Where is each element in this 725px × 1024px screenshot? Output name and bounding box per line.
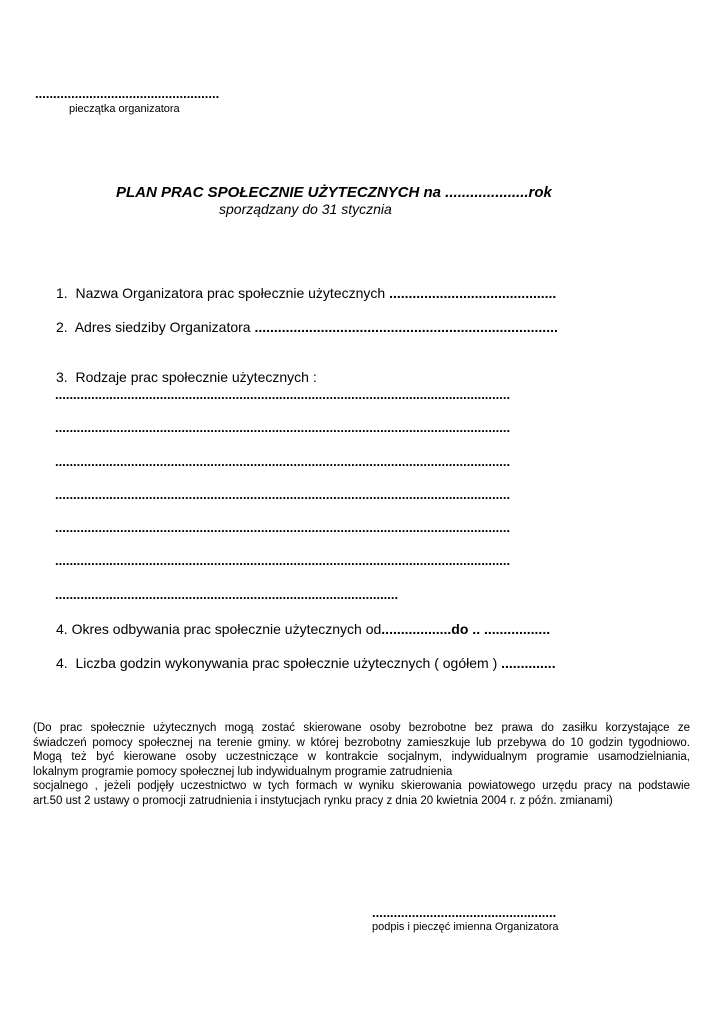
blank-line: .............................................................................................................................. — [55, 420, 511, 435]
item-work-types — [56, 369, 317, 385]
document-subtitle: sporządzany do 31 stycznia — [219, 201, 392, 217]
stamp-dots: ................................................... — [35, 86, 220, 101]
blank-line: .............................................................................................................................. — [55, 454, 511, 469]
item-dots: ..................do .. ................. — [381, 621, 551, 637]
note-line: socjalnego , jeżeli podjęły uczestnictwo w tych formach w wyniku skierowania powiatowego urzędu pracy na podstawie — [33, 780, 690, 792]
note-line: Mogą też być kierowane osoby uczestniczące w kontrakcie socjalnym, indywidualnym programie usamodzielniania, — [33, 751, 690, 763]
item-work-hours — [56, 655, 556, 671]
item-number: 4. — [56, 621, 68, 637]
note-line: (Do prac społecznie użytecznych mogą zostać skierowane osoby bezrobotne bez prawa do zasiłku korzystające ze — [33, 722, 690, 734]
item-dots: .............................................................................. — [254, 319, 558, 335]
blank-line: .............................................................................................................................. — [55, 487, 511, 502]
item-label: Nazwa Organizatora prac społecznie użytecznych — [75, 285, 386, 301]
note-line: art.50 ust 2 ustawy o promocji zatrudnienia i instytucjach rynku pracy z dnia 20 kwietnia 2004 r. z późn. zmianami) — [33, 794, 613, 807]
note-line: lokalnym programie pomocy społecznej lub indywidualnym programie zatrudnienia — [33, 765, 453, 778]
signature-label: podpis i pieczęć imienna Organizatora — [372, 921, 559, 933]
stamp-label: pieczątka organizatora — [69, 103, 180, 115]
document-title: PLAN PRAC SPOŁECZNIE UŻYTECZNYCH na ....................rok — [116, 184, 552, 201]
item-label: Liczba godzin wykonywania prac społecznie użytecznych ( ogółem ) — [75, 655, 498, 671]
blank-line: .............................................................................................................................. — [55, 387, 511, 402]
item-number: 3. — [56, 369, 68, 385]
item-label: Adres siedziby Organizatora — [74, 319, 251, 335]
item-number: 1. — [56, 285, 68, 301]
item-dots: .............. — [501, 655, 556, 671]
item-label: Okres odbywania prac społecznie użytecznych od — [71, 621, 382, 637]
blank-line: .............................................................................................................................. — [55, 553, 511, 568]
item-dots: ........................................... — [389, 285, 557, 301]
blank-line: .............................................................................................................................. — [55, 520, 511, 535]
signature-dots: ................................................... — [372, 905, 557, 920]
item-work-period — [56, 621, 550, 637]
item-organizer-name — [56, 285, 556, 301]
blank-line: ............................................................................................... — [55, 587, 399, 602]
item-number: 4. — [56, 655, 68, 671]
legal-note — [33, 721, 690, 808]
note-line: świadczeń pomocy społecznej na terenie gminy. w której bezrobotny zamieszkuje lub przebywa do 10 godzin tygodniowo. — [33, 736, 690, 749]
item-label: Rodzaje prac społecznie użytecznych : — [75, 369, 317, 385]
item-number: 2. — [56, 319, 68, 335]
item-organizer-address — [56, 319, 558, 335]
